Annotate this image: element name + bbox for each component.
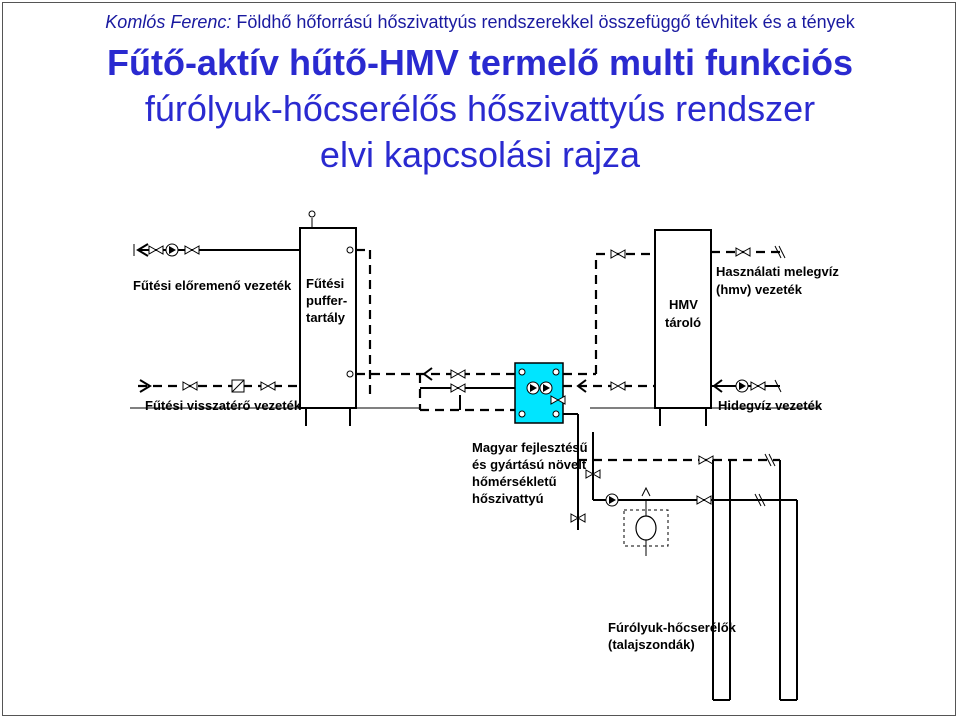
title-line-1: Fűtő-aktív hűtő-HMV termelő multi funkciós [106,42,853,83]
cold-water-label: Hidegvíz vezeték [718,398,823,413]
return-pipe [138,380,300,392]
title-line-2: fúrólyuk-hőcserélős hőszivattyús rendszer [144,88,816,129]
borehole-probes [713,460,797,700]
cold-water-pipe [711,380,781,392]
return-pipe-label: Fűtési visszatérő vezeték [145,398,302,413]
exchanger-to-hmv-pipes [563,250,655,392]
heat-pump-label-2: és gyártású növelt [472,457,587,472]
ground-loop-pipes [563,414,780,530]
hmv-label-2: tároló [665,315,702,330]
hot-water-label-1: Használati melegvíz [716,264,839,279]
buffer-label-1: Fűtési [306,276,345,291]
borehole-label-2: (talajszondák) [608,637,695,652]
heat-pump-label-3: hőmérsékletű [472,474,557,489]
heat-pump-label-4: hőszivattyú [472,491,544,506]
hmv-label-1: HMV [669,297,698,312]
expansion-vessel [624,488,668,556]
buffer-to-exchanger-pipes [356,250,515,410]
author: Komlós Ferenc: [105,12,232,32]
title-line-3: elvi kapcsolási rajza [319,134,641,175]
supply-pipe [134,244,300,256]
subtitle-text: Földhő hőforrású hőszivattyús rendszerekkel összefüggő tévhitek és a tények [236,12,855,32]
hot-water-pipe [711,246,785,258]
borehole-label-1: Fúrólyuk-hőcserélők [608,620,736,635]
buffer-label-3: tartály [306,310,346,325]
supply-pipe-label: Fűtési előremenő vezeték [133,278,292,293]
heat-pump-label-1: Magyar fejlesztésű [472,440,588,455]
buffer-label-2: puffer- [306,293,348,308]
heat-pump-unit [515,363,565,423]
hot-water-label-2: (hmv) vezeték [716,282,802,297]
